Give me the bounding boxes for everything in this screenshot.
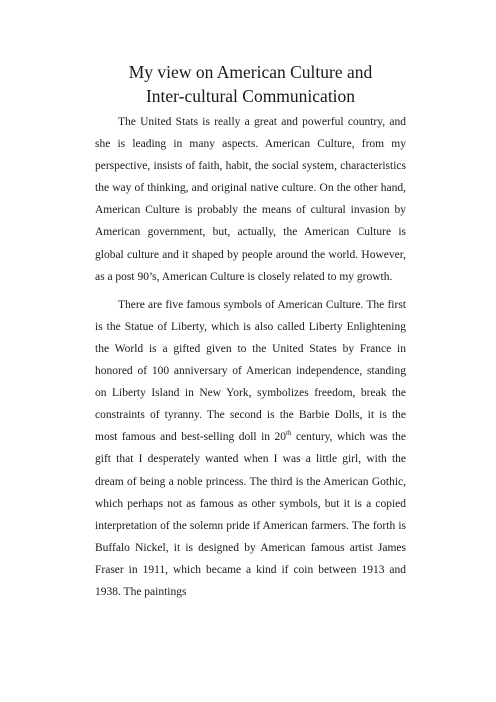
paragraph-2 (95, 294, 406, 603)
paragraph-2-text-a: There are five famous symbols of American Culture. The first is the Statue of Liberty, which is also called Liberty Enlightening the World is a gifted given to the United States by France in honored of 100 anniversary of American independence, standing on Liberty Island in New York, symbolizes freedom, break the constraints of tyranny. The second is the Barbie Dolls, it is the most famous and best-selling doll in 20 (95, 298, 406, 444)
document-page (95, 60, 406, 603)
ordinal-suffix: th (286, 429, 292, 438)
paragraph-2-text-b: century, which was the gift that I desperately wanted when I was a little girl, with the dream of being a noble princess. The third is the American Gothic, which perhaps not as famous as other symbols, but it is a copied interpretation of the solemn pride if American farmers. The forth is Buffalo Nickel, it is designed by American famous artist James Fraser in 1911, which became a kind if coin between 1913 and 1938. The paintings (95, 431, 406, 598)
title-line-1: My view on American Culture and (128, 62, 373, 82)
document-title (95, 60, 406, 108)
paragraph-1: The United Stats is really a great and powerful country, and she is leading in many aspects. American Culture, from my perspective, insists of faith, habit, the social system, characteristics the way of thinking, and original native culture. On the other hand, American Culture is probably the means of cultural invasion by American government, but, actually, the American Culture is global culture and it shaped by people around the world. However, as a post 90’s, American Culture is closely related to my growth. (95, 116, 406, 283)
title-line-2: Inter-cultural Communication (145, 86, 356, 106)
